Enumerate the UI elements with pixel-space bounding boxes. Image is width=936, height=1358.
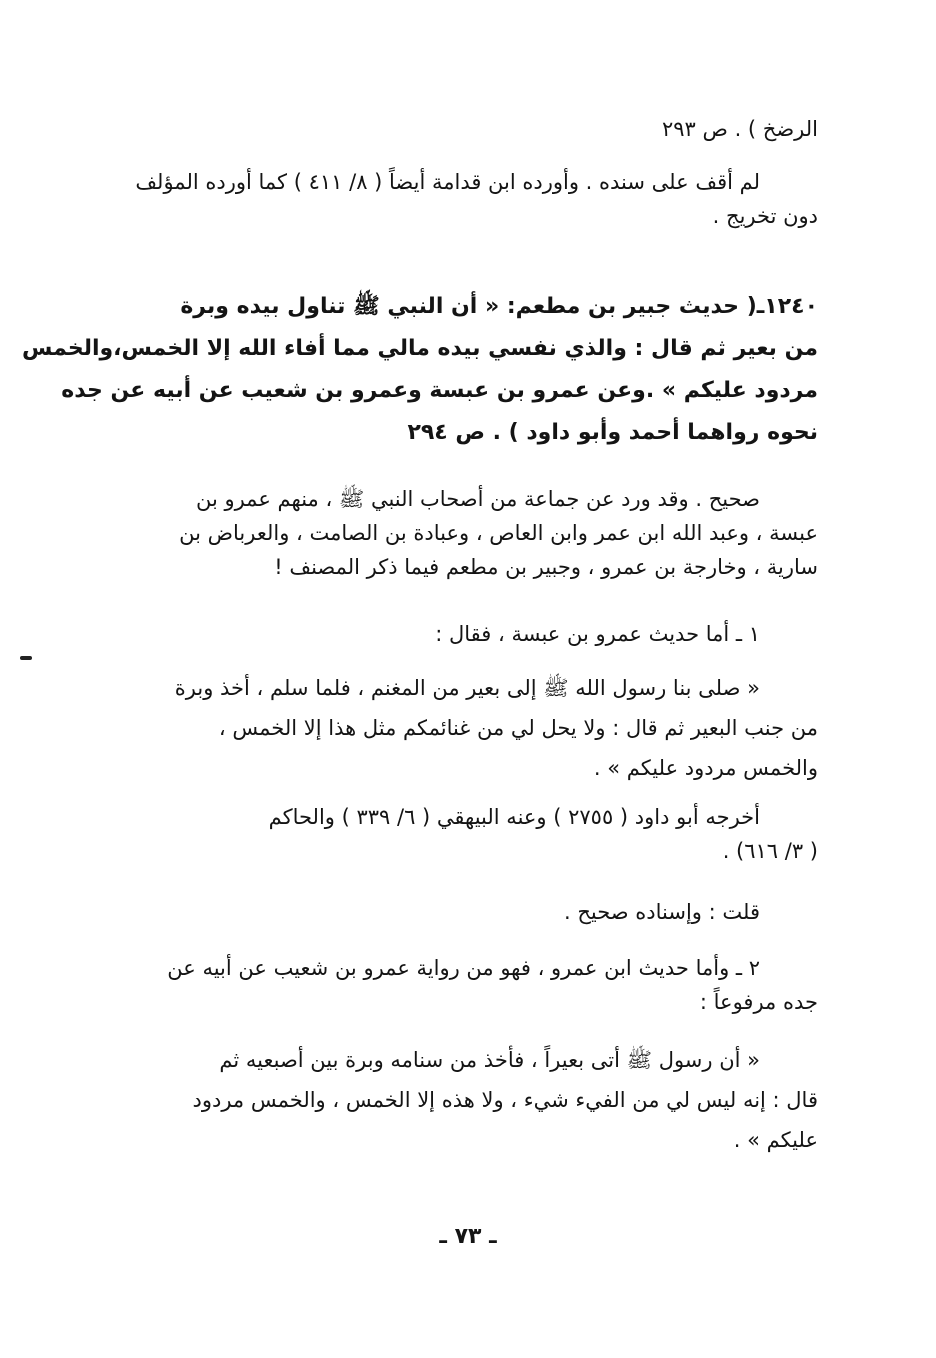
text-line: مردود عليكم » .وعن عمرو بن عبسة وعمرو بن شعيب عن أبيه عن جده (61, 378, 818, 403)
text-line: قلت : وإسناده صحيح . (563, 900, 760, 924)
paragraph-b3 (22, 286, 818, 454)
paragraph-b10 (136, 1040, 818, 1160)
text-line: نحوه رواهما أحمد وأبو داود ) . ص ٢٩٤ (407, 420, 818, 445)
text-line: دون تخريج . (712, 204, 818, 228)
paragraph-b8 (136, 895, 818, 929)
text-line: عبسة ، وعبد الله ابن عمر وابن العاص ، وعبادة بن الصامت ، والعرباض بن (179, 521, 818, 545)
text-line: والخمس مردود عليكم » . (593, 756, 818, 780)
text-line: ٢ ـ وأما حديث ابن عمرو ، فهو من رواية عمرو بن شعيب عن أبيه عن (167, 956, 760, 980)
paragraph-b7 (136, 800, 818, 868)
paragraph-b2 (136, 165, 818, 233)
text-line: أخرجه أبو داود ( ٢٧٥٥ ) وعنه البيهقي ( ٦/ ٣٣٩ ) والحاكم (268, 805, 760, 829)
text-line: « أن رسول ﷺ أتى بعيراً ، فأخذ من سنامه وبرة بين أصبعيه ثم (219, 1048, 760, 1072)
text-line: من بعير ثم قال : والذي نفسي بيده مالي مما أفاء الله إلا الخمس،والخمس (22, 336, 818, 361)
paragraph-b6 (136, 668, 818, 788)
text-line: قال : إنه ليس لي من الفيء شيء ، ولا هذه إلا الخمس ، والخمس مردود (192, 1088, 818, 1112)
text-line: « صلى بنا رسول الله ﷺ إلى بعير من المغنم ، فلما سلم ، أخذ وبرة (174, 676, 760, 700)
text-line: صحيح . وقد ورد عن جماعة من أصحاب النبي ﷺ ، منهم عمرو بن (195, 487, 760, 511)
paragraph-b9 (136, 951, 818, 1019)
text-line: عليكم » . (733, 1128, 818, 1152)
paragraph-b4 (136, 482, 818, 584)
text-line: الرضخ ) . ص ٢٩٣ (661, 117, 818, 141)
margin-mark (20, 656, 32, 660)
text-line: ( ٣/ ٦١٦) . (722, 839, 818, 863)
text-line: ١ ـ أما حديث عمرو بن عبسة ، فقال : (435, 622, 760, 646)
text-line: سارية ، وخارجة بن عمرو ، وجبير بن مطعم فيما ذكر المصنف ! (274, 555, 818, 579)
page-number: ـ ٧٣ ـ (439, 1224, 497, 1249)
paragraph-b5 (136, 617, 818, 651)
text-line: من جنب البعير ثم قال : ولا يحل لي من غنائمكم مثل هذا إلا الخمس ، (218, 716, 818, 740)
text-line: ١٢٤٠ـ( حديث جبير بن مطعم: « أن النبي ﷺ تناول بيده وبرة (180, 294, 818, 319)
text-line: جده مرفوعاً : (699, 990, 818, 1014)
paragraph-b1 (136, 112, 818, 146)
text-line: لم أقف على سنده . وأورده ابن قدامة أيضاً ( ٨/ ٤١١ ) كما أورده المؤلف (135, 170, 760, 194)
